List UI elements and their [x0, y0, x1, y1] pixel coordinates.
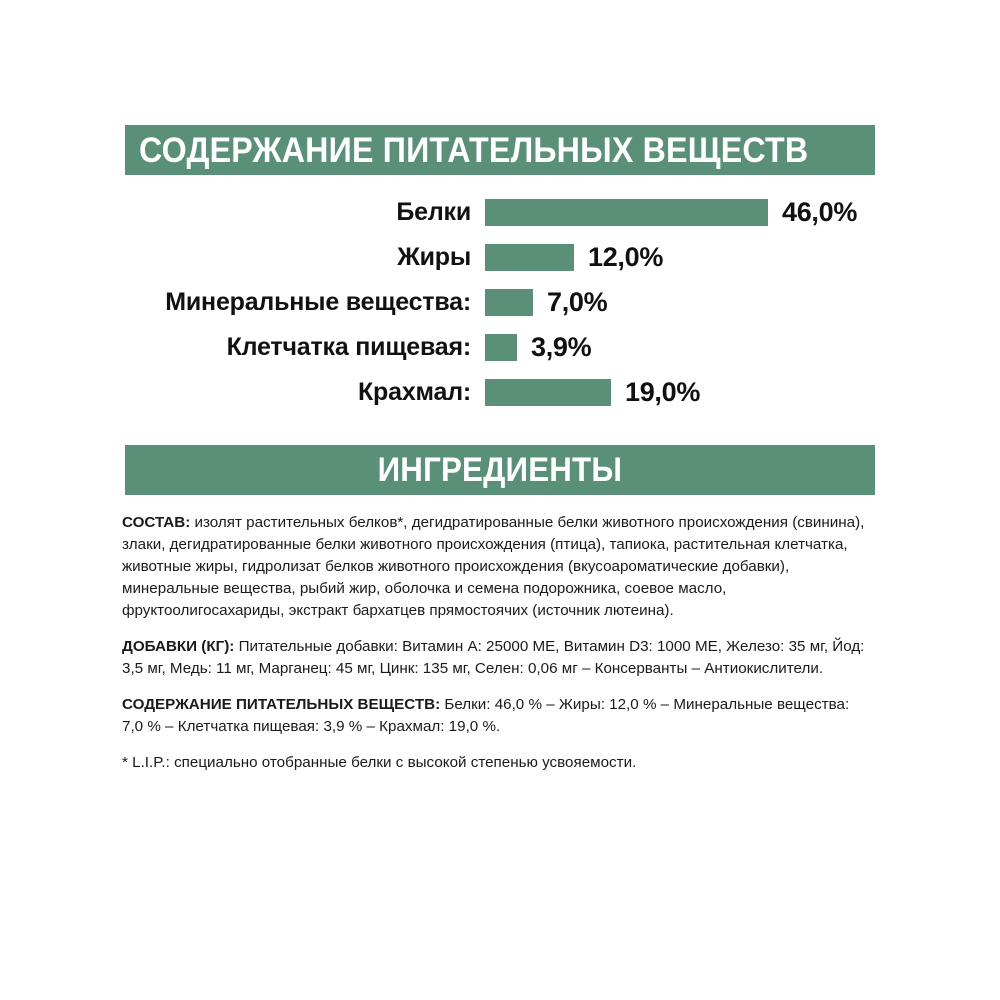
bar-track-starch [485, 377, 1000, 408]
composition-paragraph [122, 512, 874, 622]
bar-value-minerals: 7,0% [547, 287, 608, 317]
bar-fill-fat [485, 244, 574, 271]
table-row [0, 325, 1000, 370]
nutrition-section-header [125, 125, 875, 175]
analysis-label: СОДЕРЖАНИЕ ПИТАТЕЛЬНЫХ ВЕЩЕСТВ: [122, 696, 441, 713]
bar-fill-fibre [485, 334, 517, 361]
bar-label-starch: Крахмал: [357, 378, 471, 406]
table-row [0, 280, 1000, 325]
bar-fill-minerals [485, 289, 533, 316]
additives-text: Питательные добавки: Витамин A: 25000 МЕ, Витамин D3: 1000 МЕ, Железо: 35 мг, Йод: 3,5 мг, Медь: 11 мг, Марганец: 45 мг, Цинк: 135 мг, Селен: 0,06 мг – Консерванты – Антиокислители. [122, 638, 865, 677]
table-row [0, 370, 1000, 415]
table-row [0, 235, 1000, 280]
bar-label-fibre: Клетчатка пищевая: [226, 333, 471, 361]
bar-label-minerals: Минеральные вещества: [165, 288, 471, 316]
bar-track-fat [485, 242, 1000, 273]
bar-track-protein [485, 197, 1000, 228]
composition-label: СОСТАВ: [122, 514, 191, 531]
ingredients-body [122, 512, 874, 774]
bar-value-protein: 46,0% [782, 197, 858, 227]
bar-value-fibre: 3,9% [531, 332, 592, 362]
bar-value-fat: 12,0% [588, 242, 664, 272]
composition-text: изолят растительных белков*, дегидратированные белки животного происхождения (свинина), злаки, дегидратированные белки животного происхождения (птица), тапиока, растительная клетчатка, животные жиры, гидролизат белков животного происхождения (вкусоароматические добавки), минеральные вещества, рыбий жир, оболочка и семена подорожника, соевое масло, фруктоолигосахариды, экстракт бархатцев прямостоячих (источник лютеина). [122, 514, 865, 619]
bar-value-starch: 19,0% [625, 377, 701, 407]
bar-fill-starch [485, 379, 611, 406]
additives-label: ДОБАВКИ (КГ): [122, 638, 235, 655]
additives-paragraph [122, 636, 874, 680]
bar-label-fat: Жиры [397, 243, 471, 271]
bar-track-fibre [485, 332, 1000, 363]
analysis-paragraph [122, 694, 874, 738]
lip-footnote: * L.I.P.: специально отобранные белки с высокой степенью усвояемости. [122, 754, 637, 771]
bar-track-minerals [485, 287, 1000, 318]
bar-label-protein: Белки [396, 198, 471, 226]
ingredients-section-header [125, 445, 875, 495]
nutrition-section-title: СОДЕРЖАНИЕ ПИТАТЕЛЬНЫХ ВЕЩЕСТВ [139, 130, 809, 170]
bar-fill-protein [485, 199, 768, 226]
table-row [0, 190, 1000, 235]
ingredients-section-title: ИНГРЕДИЕНТЫ [377, 451, 623, 489]
nutrient-bar-chart [0, 190, 1000, 415]
analysis-text: Белки: 46,0 % – Жиры: 12,0 % – Минеральные вещества: 7,0 % – Клетчатка пищевая: 3,9 % – Крахмал: 19,0 %. [122, 696, 850, 735]
